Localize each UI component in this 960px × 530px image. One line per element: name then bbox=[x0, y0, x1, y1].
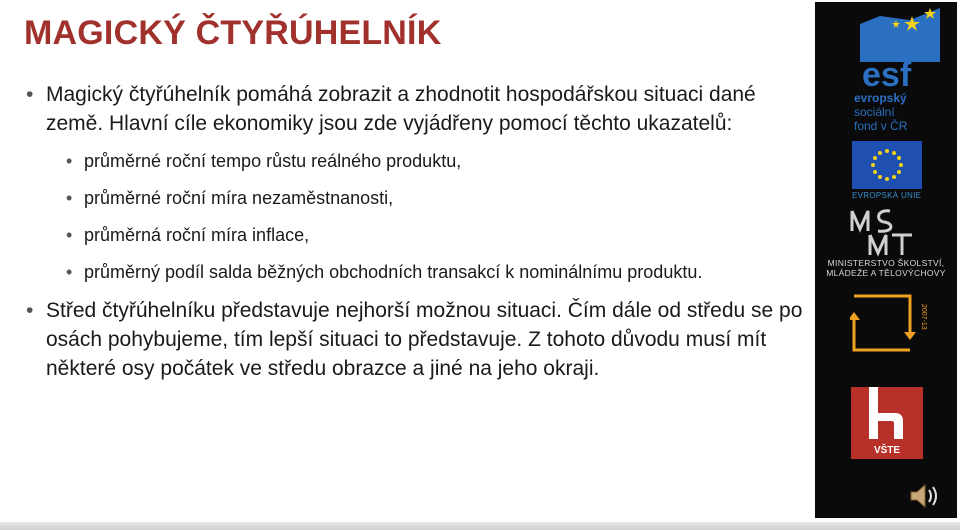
op-years: 2007-13 bbox=[920, 304, 927, 330]
esf-line-2: sociální bbox=[854, 105, 895, 119]
indicator-list bbox=[66, 148, 806, 285]
eu-label: EVROPSKÁ UNIE bbox=[852, 191, 922, 200]
msmt-label bbox=[815, 258, 957, 278]
indicator-item: • průměrné roční míra nezaměstnanosti, bbox=[66, 185, 806, 211]
eu-flag-icon bbox=[852, 141, 922, 189]
logo-sidebar bbox=[815, 2, 957, 518]
esf-line-1: evropský bbox=[854, 91, 907, 105]
vste-label: VŠTE bbox=[873, 445, 901, 456]
esf-line-3: fond v ČR bbox=[854, 119, 908, 133]
op-logo bbox=[850, 292, 940, 354]
slide-bottom-edge bbox=[0, 522, 960, 530]
speaker-icon[interactable] bbox=[907, 480, 941, 512]
esf-logo bbox=[850, 6, 950, 134]
indicator-item: • průměrná roční míra inflace, bbox=[66, 222, 806, 248]
conclusion-paragraph: • Střed čtyřúhelníku představuje nejhorší možnou situaci. Čím dále od středu se po osách pohybujeme, tím lepší situaci to představuje. Z tohoto důvodu musí mít některé osy počátek ve středu obrazce a jiné na jeho okraji. bbox=[26, 296, 806, 383]
msmt-label-line-1: MINISTERSTVO ŠKOLSTVÍ, bbox=[827, 258, 945, 268]
esf-wordmark: esf bbox=[862, 56, 912, 94]
slide-title: MAGICKÝ ČTYŘÚHELNÍK bbox=[24, 14, 442, 52]
intro-paragraph: • Magický čtyřúhelník pomáhá zobrazit a zhodnotit hospodářskou situaci dané země. Hlavní cíle ekonomiky jsou zde vyjádřeny pomocí těchto ukazatelů: bbox=[26, 80, 806, 138]
msmt-label-line-2: MLÁDEŽE A TĚLOVÝCHOVY bbox=[826, 268, 946, 278]
indicator-item: • průměrný podíl salda běžných obchodních transakcí k nominálnímu produktu. bbox=[66, 259, 806, 285]
vste-logo bbox=[851, 387, 923, 459]
indicator-item: • průměrné roční tempo růstu reálného produktu, bbox=[66, 148, 806, 174]
msmt-logo bbox=[850, 207, 930, 257]
slide-content bbox=[26, 80, 806, 383]
